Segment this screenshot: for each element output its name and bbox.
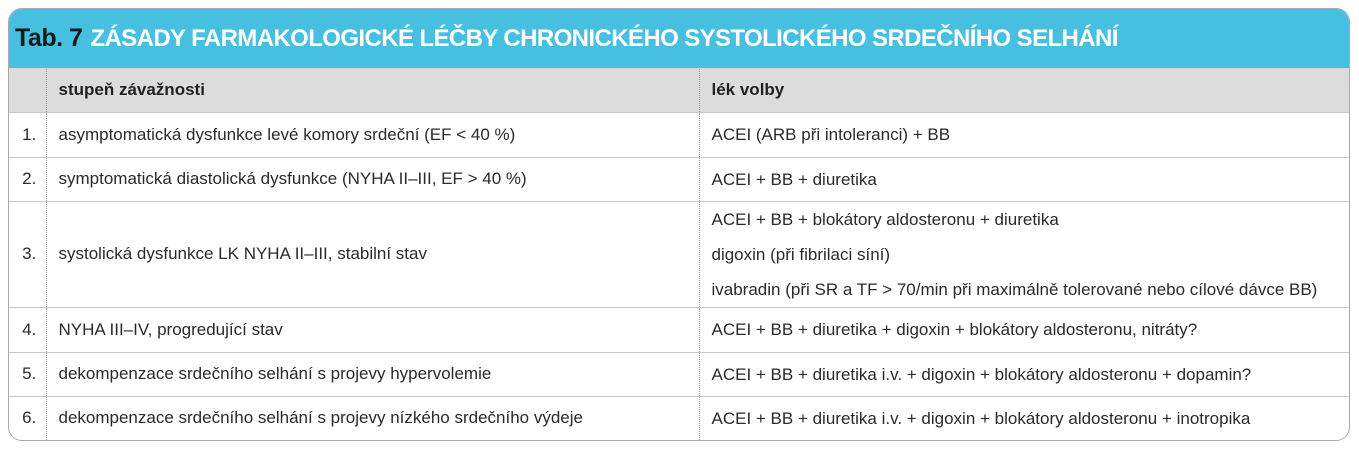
drug-line: ACEI + BB + diuretika + digoxin + blokátory aldosteronu, nitráty? [711,320,1198,339]
row-severity: NYHA III–IV, progredující stav [46,307,699,352]
table-row [9,157,1349,201]
row-severity: dekompenzace srdečního selhání s projevy nízkého srdečního výdeje [46,396,699,440]
row-drug [699,396,1349,440]
header-number [9,69,46,112]
table-number-label: Tab. 7 [15,24,83,52]
row-severity: systolická dysfunkce LK NYHA II–III, stabilní stav [46,201,699,307]
drug-line: ACEI + BB + diuretika i.v. + digoxin + blokátory aldosteronu + inotropika [711,408,1251,428]
header-severity: stupeň závažnosti [46,69,699,112]
row-number: 4. [9,307,46,352]
row-drug [699,307,1349,352]
row-drug [699,157,1349,201]
row-drug [699,201,1349,307]
row-severity: symptomatická diastolická dysfunkce (NYHA II–III, EF > 40 %) [46,157,699,201]
treatment-table [9,69,1349,440]
table-row [9,352,1349,396]
table-row [9,112,1349,157]
row-number: 1. [9,112,46,157]
row-drug [699,112,1349,157]
drug-line: ACEI + BB + diuretika [711,169,877,189]
table-title: ZÁSADY FARMAKOLOGICKÉ LÉČBY CHRONICKÉHO SYSTOLICKÉHO SRDEČNÍHO SELHÁNÍ [90,24,1118,52]
row-number: 5. [9,352,46,396]
drug-line: digoxin (při fibrilaci síní) [711,244,891,264]
drug-line: ACEI + BB + diuretika i.v. + digoxin + blokátory aldosteronu + dopamin? [711,364,1252,384]
table-row [9,396,1349,440]
drug-line: ivabradin (při SR a TF > 70/min při maximálně tolerované nebo cílové dávce BB) [711,279,1318,299]
row-drug [699,352,1349,396]
row-number: 2. [9,157,46,201]
table-title-bar [9,9,1349,69]
row-severity: asymptomatická dysfunkce levé komory srdeční (EF < 40 %) [46,112,699,157]
row-severity: dekompenzace srdečního selhání s projevy hypervolemie [46,352,699,396]
drug-line: ACEI (ARB při intoleranci) + BB [711,125,951,144]
header-drug: lék volby [699,69,1349,112]
row-number: 6. [9,396,46,440]
row-number: 3. [9,201,46,307]
table-row [9,201,1349,307]
drug-line: ACEI + BB + blokátory aldosteronu + diuretika [711,209,1059,229]
table-container [8,8,1350,441]
table-row [9,307,1349,352]
header-row [9,69,1349,112]
